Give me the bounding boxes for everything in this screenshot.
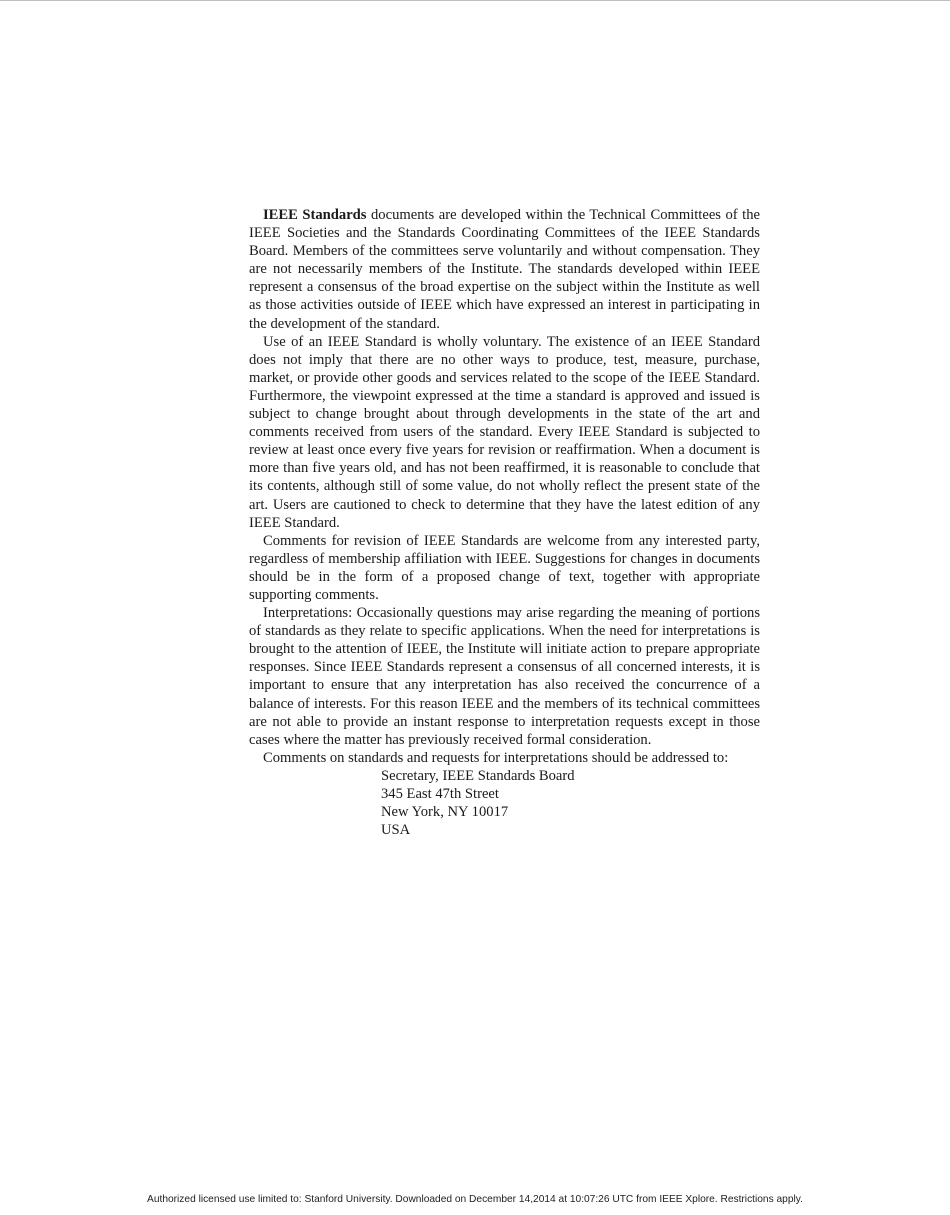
paragraph-address-intro: Comments on standards and requests for interpretations should be addressed to:: [263, 749, 729, 766]
mailing-address: [381, 767, 760, 839]
address-line-recipient: Secretary, IEEE Standards Board: [381, 767, 575, 784]
paragraph-body: documents are developed within the Technical Committees of the IEEE Societies and the Standards Coordinating Committees of the IEEE Standards Board. Members of the committees serve voluntarily and without compensation. They are not necessarily members of the Institute. The standards developed within IEEE represent a consensus of the broad expertise on the subject within the Institute as well as those activities outside of IEEE which have expressed an interest in participating in the development of the standard.: [249, 207, 760, 332]
paragraph-voluntary-use: Use of an IEEE Standard is wholly voluntary. The existence of an IEEE Standard does not imply that there are no other ways to produce, test, measure, purchase, market, or provide other goods and services related to the scope of the IEEE Standard. Furthermore, the viewpoint expressed at the time a standard is approved and issued is subject to change brought about through developments in the state of the art and comments received from users of the standard. Every IEEE Standard is subjected to review at least once every five years for revision or reaffirmation. When a document is more than five years old, and has not been reaffirmed, it is reasonable to conclude that its contents, although still of some value, do not wholly reflect the present state of the art. Users are cautioned to check to determine that they have the latest edition of any IEEE Standard.: [249, 333, 760, 531]
notice-text-block: [249, 206, 760, 839]
license-footer: Authorized licensed use limited to: Stanford University. Downloaded on December 14,2014 at 10:07:26 UTC from IEEE Xplore. Restrictions apply.: [147, 1194, 803, 1205]
address-line-city: New York, NY 10017: [381, 804, 509, 821]
paragraph-lead-term: IEEE Standards: [263, 207, 367, 223]
paragraph-interpretations: Interpretations: Occasionally questions may arise regarding the meaning of portions of standards as they relate to specific applications. When the need for interpretations is brought to the attention of IEEE, the Institute will initiate action to prepare appropriate responses. Since IEEE Standards represent a consensus of all concerned interests, it is important to ensure that any interpretation has also received the concurrence of a balance of interests. For this reason IEEE and the members of its technical committees are not able to provide an instant response to interpretation requests except in those cases where the matter has previously received formal consideration.: [249, 605, 760, 748]
address-line-street: 345 East 47th Street: [381, 786, 499, 802]
address-line-country: USA: [381, 822, 411, 839]
top-border-line: [0, 0, 950, 1]
paragraph-ieee-standards: [249, 206, 760, 333]
paragraph-comments-revision: Comments for revision of IEEE Standards are welcome from any interested party, regardless of membership affiliation with IEEE. Suggestions for changes in documents should be in the form of a proposed change of text, together with appropriate supporting comments.: [249, 532, 760, 603]
